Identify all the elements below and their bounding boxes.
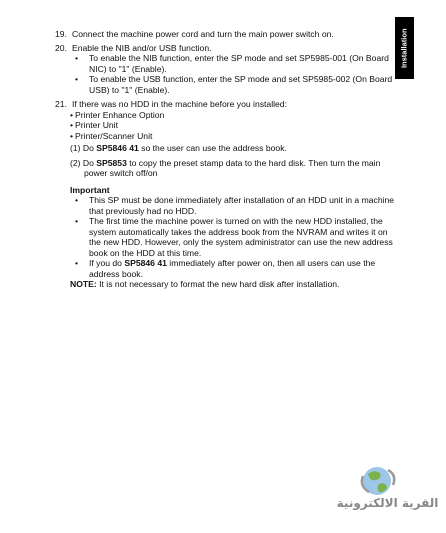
important-bullets bbox=[70, 195, 395, 279]
step-text: Enable the NIB and/or USB function. bbox=[72, 42, 212, 53]
list-item: • To enable the USB function, enter the SP mode and set SP5985-002 (On Board USB) to "1" (Enable). bbox=[70, 74, 395, 95]
sub-step-2: (2) Do SP5853 to copy the preset stamp data to the hard disk. Then turn the main power switch off/on bbox=[70, 157, 381, 178]
sub-step-1: (1) Do SP5846 41 so the user can use the address book. bbox=[70, 143, 287, 153]
bullet-icon: • bbox=[75, 74, 79, 84]
section-tab bbox=[395, 17, 414, 79]
globe-logo-icon bbox=[335, 462, 440, 524]
important-heading: Important bbox=[70, 184, 110, 195]
bullet-icon: • bbox=[75, 258, 79, 268]
bullet-icon: • bbox=[70, 120, 74, 130]
step-text: Connect the machine power cord and turn the main power switch on. bbox=[72, 29, 334, 39]
list-item: • Printer/Scanner Unit bbox=[70, 130, 153, 141]
bullet-icon: • bbox=[75, 216, 79, 226]
step-20 bbox=[55, 43, 395, 54]
bullet-icon: • bbox=[70, 109, 74, 120]
step-20-bullets bbox=[70, 53, 395, 95]
section-tab-label: Installation bbox=[399, 28, 409, 68]
note bbox=[70, 279, 395, 290]
step-19 bbox=[55, 29, 395, 40]
logo-text: القرية الالكترونية bbox=[336, 496, 439, 510]
step-21 bbox=[55, 99, 395, 110]
bullet-icon: • bbox=[70, 130, 74, 141]
page-content bbox=[55, 29, 395, 290]
step-number: 21. bbox=[55, 99, 67, 109]
list-item: • This SP must be done immediately after installation of an HDD unit in a machine that previously had no HDD. bbox=[70, 195, 395, 216]
step-21-options bbox=[70, 110, 395, 179]
note-label: NOTE: bbox=[70, 279, 97, 289]
step-number: 19. bbox=[55, 29, 67, 39]
step-number: 20. bbox=[55, 42, 67, 53]
bullet-icon: • bbox=[75, 53, 79, 63]
list-item: • To enable the NIB function, enter the SP mode and set SP5985-001 (On Board NIC) to "1" (Enable). bbox=[70, 53, 395, 74]
bullet-icon: • bbox=[75, 195, 79, 205]
list-item: • The first time the machine power is turned on with the new HDD installed, the system automatically takes the address book from the NVRAM and writes it on the new HDD. However, only the system administrator can use the new address book on the HDD at this time. bbox=[70, 216, 395, 258]
list-item: • Printer Enhance Option bbox=[70, 109, 165, 120]
list-item: • If you do SP5846 41 immediately after power on, then all users can use the address book. bbox=[70, 258, 395, 279]
note-text: It is not necessary to format the new hard disk after installation. bbox=[96, 279, 340, 289]
step-text: If there was no HDD in the machine before you installed: bbox=[72, 99, 287, 109]
list-item: • Printer Unit bbox=[70, 120, 118, 130]
